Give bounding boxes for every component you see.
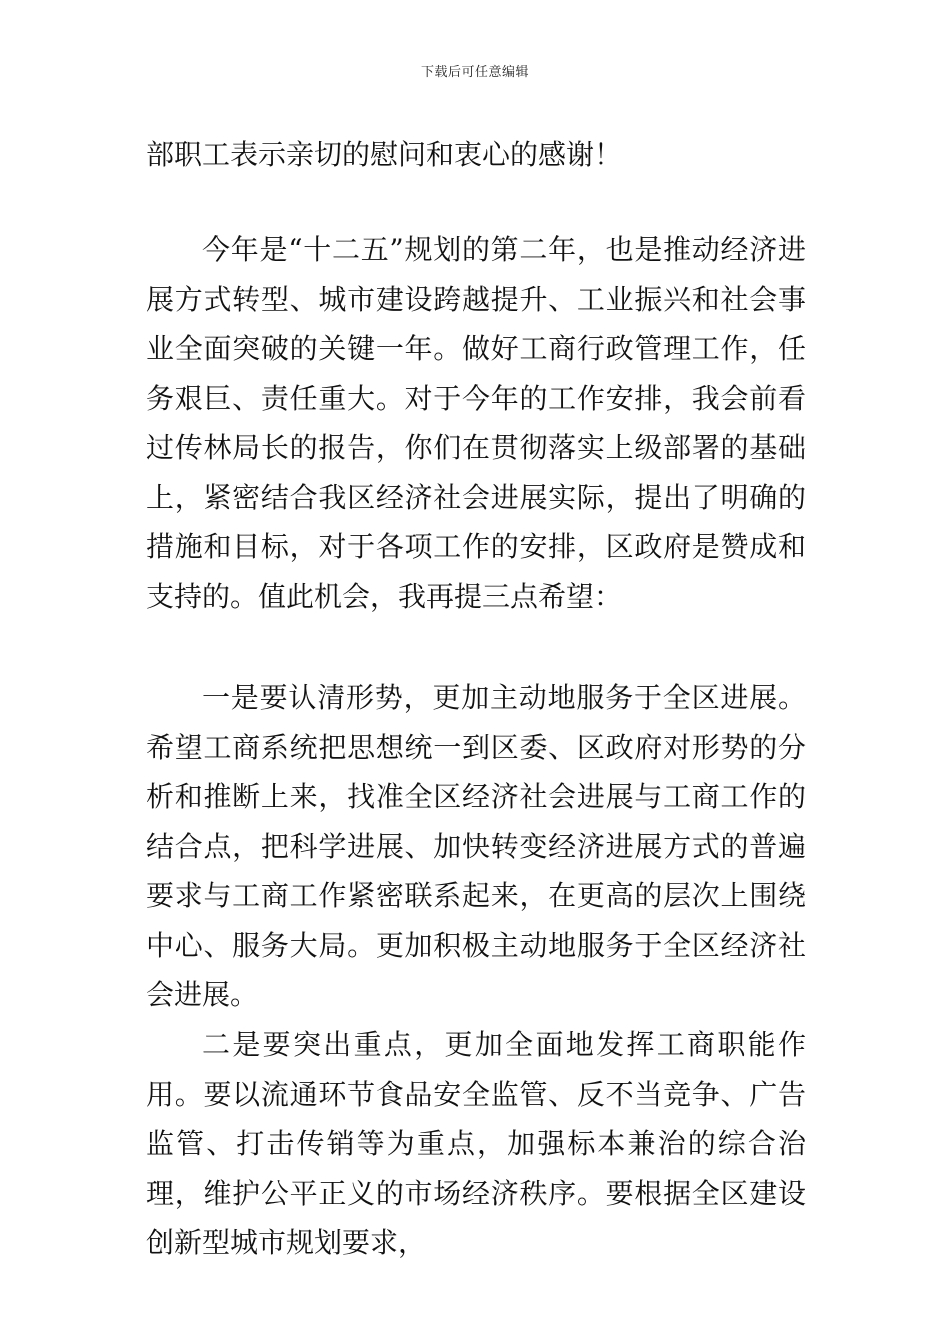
paragraph-point-two: 二是要突出重点，更加全面地发挥工商职能作用。要以流通环节食品安全监管、反不当竞争、广告监管、打击传销等为重点，加强标本兼治的综合治理，维护公平正义的市场经济秩序。要根据全区建设创新型城市规划要求， bbox=[146, 1028, 806, 1259]
page-header: 下载后可任意编辑 bbox=[420, 65, 529, 80]
paragraph-this-year: 今年是“十二五”规划的第二年，也是推动经济进展方式转型、城市建设跨越提升、工业振兴和社会事业全面突破的关键一年。做好工商行政管理工作，任务艰巨、责任重大。对于今年的工作安排，我会前看过传林局长的报告，你们在贯彻落实上级部署的基础上，紧密结合我区经济社会进展实际，提出了明确的措施和目标，对于各项工作的安排，区政府是赞成和支持的。值此机会，我再提三点希望： bbox=[146, 233, 806, 613]
paragraph-continuation: 部职工表示亲切的慰问和衷心的感谢！ bbox=[146, 138, 623, 171]
paragraph-point-one: 一是要认清形势，更加主动地服务于全区进展。希望工商系统把思想统一到区委、区政府对形势的分析和推断上来，找准全区经济社会进展与工商工作的结合点，把科学进展、加快转变经济进展方式的普遍要求与工商工作紧密联系起来，在更高的层次上围绕中心、服务大局。更加积极主动地服务于全区经济社会进展。 bbox=[146, 681, 806, 1011]
